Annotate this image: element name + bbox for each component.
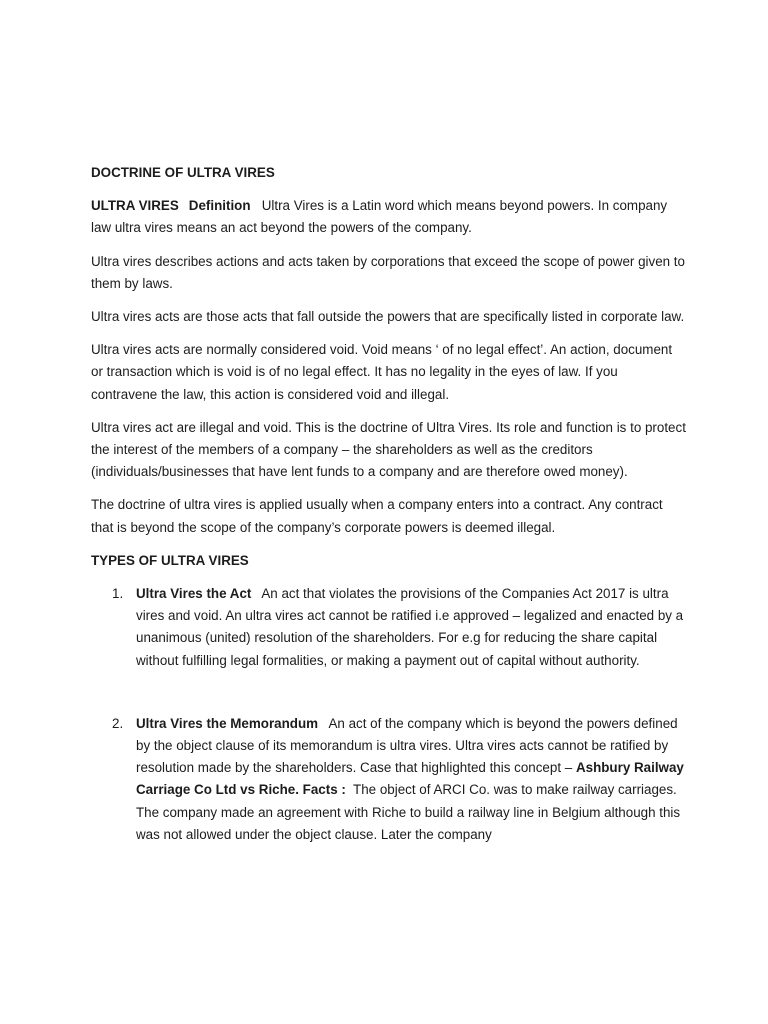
document-title: DOCTRINE OF ULTRA VIRES	[91, 165, 275, 180]
list-number: 2.	[112, 715, 124, 731]
list-item-title: Ultra Vires the Act	[136, 586, 252, 602]
paragraph-1: Ultra vires describes actions and acts taken by corporations that exceed the scope of power given to them by laws.	[91, 253, 685, 291]
paragraph-2: Ultra vires acts are those acts that fall outside the powers that are specifically listed in corporate law.	[91, 309, 685, 325]
list-item-text: An act of the company which is beyond the powers defined by the object clause of its memorandum is ultra vires. Ultra vires acts cannot be ratified by resolution made by the shareholders. Case that highlighted this concept –	[136, 715, 678, 776]
list-item-ultra-vires-the-memorandum	[91, 713, 687, 846]
case-text: The object of ARCI Co. was to make railway carriages. The company made an agreement with Riche to build a railway line in Belgium although this was not allowed under the object clause. Later the company	[136, 782, 681, 842]
document-page	[91, 162, 687, 846]
definition-paragraph	[91, 195, 687, 239]
paragraph-3: Ultra vires acts are normally considered void. Void means ‘ of no legal effect’. An action, document or transaction which is void is of no legal effect. It has no legality in the eyes of law. If you contravene the law, this action is considered void and illegal.	[91, 342, 673, 402]
definition-label: Definition	[188, 198, 251, 214]
list-item-title: Ultra Vires the Memorandum	[136, 715, 319, 731]
paragraph-4: Ultra vires act are illegal and void. This is the doctrine of Ultra Vires. Its role and function is to protect the interest of the members of a company – the shareholders as well as the creditors (individuals/businesses that have lent funds to a company and are therefore owed money).	[91, 419, 686, 480]
types-heading: TYPES OF ULTRA VIRES	[91, 552, 249, 568]
list-item-ultra-vires-the-act	[91, 583, 687, 672]
list-item-text: An act that violates the provisions of the Companies Act 2017 is ultra vires and void. An ultra vires act cannot be ratified i.e approved – legalized and enacted by a unanimous (united) resolution of the shareholders. For e.g for reducing the share capital without fulfilling legal formalities, or making a payment out of capital without authority.	[136, 586, 684, 668]
case-citation: Ashbury Railway Carriage Co Ltd vs Riche. Facts :	[136, 760, 684, 798]
definition-text: Ultra Vires is a Latin word which means beyond powers. In company law ultra vires means an act beyond the powers of the company.	[91, 198, 668, 236]
list-number: 1.	[112, 586, 124, 602]
paragraph-5: The doctrine of ultra vires is applied usually when a company enters into a contract. Any contract that is beyond the scope of the company’s corporate powers is deemed illegal.	[91, 497, 663, 535]
definition-term: ULTRA VIRES	[91, 198, 179, 214]
